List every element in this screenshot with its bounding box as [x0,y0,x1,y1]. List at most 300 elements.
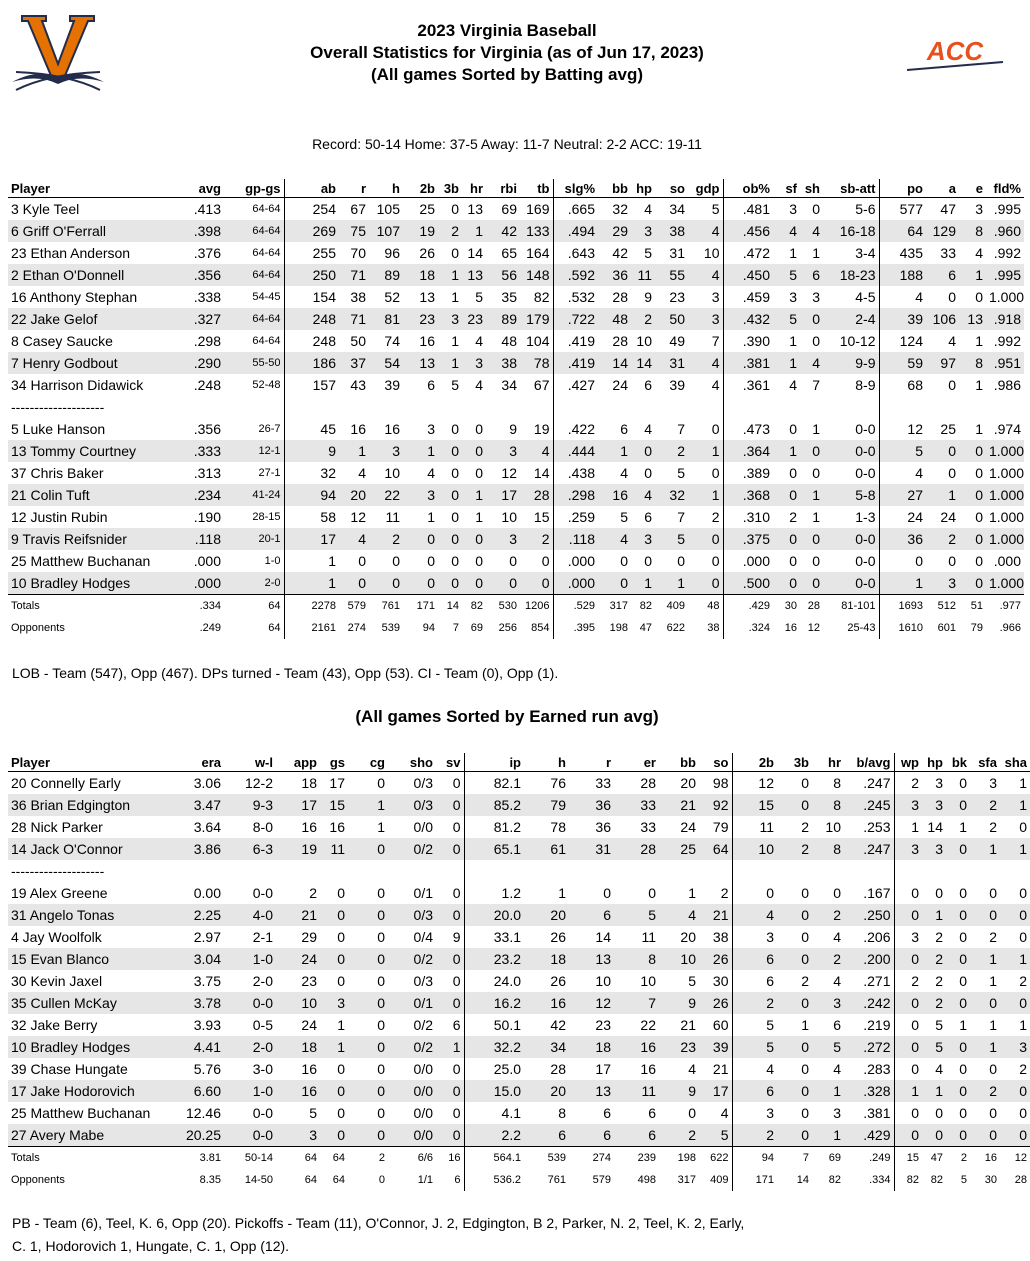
stat-cell: .995 [993,201,1021,217]
player-name: 25 Matthew Buchanan [11,553,151,569]
stat-cell: 2 [369,528,403,550]
stat-cell: 1 [688,885,696,901]
stat-cell: 0 [894,1014,922,1036]
player-row [8,528,1024,550]
stat-cell: 1 [975,421,983,437]
player-name: Opponents [11,1174,65,1186]
stat-cell: 16 [970,1147,1000,1170]
stat-cell: 0 [337,973,345,989]
stat-cell: 3.04 [166,948,224,970]
stat-cell: .438 [553,462,598,484]
pit-col-header: cg [348,753,388,772]
pitching-stats-table [8,753,1030,1191]
bat-col-header: slg% [553,179,598,198]
stat-cell: 104 [526,333,550,349]
stat-cell: 0 [436,838,464,860]
stat-cell: 1610 [879,617,926,639]
stat-cell: 577 [879,198,926,221]
player-row [8,882,1030,904]
stat-cell: 6 [732,1080,777,1102]
stat-cell: 0-5 [252,1017,273,1033]
separator-cell [659,860,699,882]
stat-cell: 21 [680,1017,696,1033]
stat-cell: 3 [403,484,438,506]
stat-cell: 0 [438,484,462,506]
stat-cell: 198 [659,1147,699,1170]
stat-cell: 18 [403,264,438,286]
stat-cell: 15 [894,1147,922,1170]
stat-cell: 2 [801,973,809,989]
stat-cell: 2 [989,819,997,835]
stat-cell: 1 [348,794,388,816]
stat-cell: 3.47 [166,794,224,816]
stat-cell: 0 [801,1105,809,1121]
stat-cell: 0-0 [823,528,879,550]
stat-cell: 2.97 [193,929,221,945]
player-name: 35 Cullen McKay [8,992,166,1014]
stat-cell: 2 [926,528,959,550]
stat-cell: 0 [509,553,517,569]
pit-col-header: hp [922,753,946,772]
separator-cell [946,860,970,882]
stat-cell: 854 [531,622,550,634]
stat-cell: 1.2 [464,882,524,904]
stat-cell: .338 [193,289,221,305]
stat-cell: 0/0 [388,1080,436,1102]
stat-cell: 13 [569,1080,614,1102]
stat-cell: 9 [284,440,339,462]
stat-cell: 21 [712,1061,729,1077]
separator-cell [844,860,894,882]
stat-cell: 12 [569,992,614,1014]
stat-cell: 47 [922,1147,946,1170]
player-row [8,352,1024,374]
stat-cell: 622 [666,622,685,634]
player-row [8,926,1030,948]
stat-cell: 4 [520,440,553,462]
separator-cell [320,860,348,882]
title-line-2: Overall Statistics for Virginia (as of Jun 17, 2023) [310,43,704,62]
stat-cell: 5-6 [855,201,876,217]
stat-cell: 4 [879,286,926,308]
stat-cell: 2 [720,885,729,901]
separator-cell [520,396,553,418]
stat-cell: 28 [550,1061,566,1077]
stat-cell: 0 [337,885,345,901]
stat-cell: 4 [833,973,841,989]
stat-cell: 0 [777,948,812,970]
stat-cell: .432 [723,308,773,330]
stat-cell: 28 [520,484,553,506]
stat-cell: .500 [723,572,773,595]
pit-col-header: so [699,753,732,772]
pit-col-header: ip [464,753,524,772]
stat-cell: .328 [844,1080,894,1102]
stat-cell: 33 [595,775,611,791]
stat-cell: 0 [946,1080,970,1102]
player-name: 7 Henry Godbout [8,352,166,374]
stat-cell: 81 [369,308,403,330]
separator-cell [166,860,224,882]
stat-cell: 2-1 [252,929,273,945]
stat-cell: 2.25 [166,904,224,926]
stat-cell: 0 [777,992,812,1014]
separator-cell [823,396,879,418]
stat-cell: 3 [320,992,348,1014]
stat-cell: 10 [703,245,720,261]
pitching-footnote-line-1: PB - Team (6), Teel, K. 6, Opp (20). Pickoffs - Team (11), O'Connor, J. 2, Edgington, B 2, Parker, N. 2, Teel, K. 2, Early, [12,1215,745,1231]
stat-cell: 1 [462,484,486,506]
stat-cell: 0 [377,1061,385,1077]
player-name: 4 Jay Woolfolk [11,929,102,945]
stat-cell: 23 [669,289,685,305]
separator-cell [970,860,1000,882]
stat-cell: 3 [894,838,922,860]
stat-cell: .334 [166,595,224,618]
stat-cell: 8.35 [199,1174,221,1186]
stat-cell: .334 [869,1174,891,1186]
stat-cell: 14-50 [244,1174,273,1186]
totals-row [8,1169,1030,1191]
player-name: 10 Bradley Hodges [8,1036,166,1058]
player-row [8,1036,1030,1058]
stat-cell: 2 [659,1124,699,1147]
stat-cell: 69 [470,622,483,634]
acc-logo-text: ACC [926,36,984,66]
pit-col-header: hr [812,753,844,772]
stat-cell: 0 [789,465,797,481]
stat-cell: 1 [320,1036,348,1058]
player-row [8,970,1030,992]
stat-cell: 1 [631,572,655,595]
pit-col-header: sfa [970,753,1000,772]
stat-cell: 56 [486,264,520,286]
stat-cell: 169 [526,201,550,217]
stat-cell: 65 [501,245,517,261]
stat-cell: 0 [462,440,486,462]
bat-col-header: r [339,179,369,198]
stat-cell: 1 [337,1017,345,1033]
stat-cell: 4 [800,220,823,242]
stat-cell: 3 [732,926,777,948]
pit-col-header: gs [320,753,348,772]
stat-cell: 4 [688,264,723,286]
stat-cell: 94 [422,622,435,634]
pit-col-header: wp [894,753,922,772]
stat-cell: 0-0 [855,465,876,481]
player-row [8,572,1024,595]
separator-cell [284,396,339,418]
separator-dashes: -------------------- [11,399,105,415]
stat-cell: 24 [680,819,696,835]
stat-cell: 64 [879,220,926,242]
stat-cell: 0 [451,509,459,525]
stat-cell: 0 [773,572,800,595]
stat-cell: 3-4 [855,245,876,261]
stat-cell: 0 [452,973,461,989]
stat-cell: 0 [688,1105,696,1121]
pit-col-header: bb [659,753,699,772]
stat-cell: 5 [879,440,926,462]
stat-cell: 9-3 [224,794,276,816]
stat-cell: 0 [1000,1124,1030,1147]
stat-cell: 24 [301,1017,317,1033]
stat-cell: 3.86 [166,838,224,860]
stat-cell: 10 [640,973,656,989]
stat-cell: 11 [614,1080,659,1102]
stat-cell: 3 [926,572,959,595]
stat-cell: 3 [631,528,655,550]
stat-cell: .000 [723,550,773,572]
stat-cell: 16 [276,1080,320,1102]
stat-cell: 60 [712,1017,729,1033]
stat-cell: 25 [419,201,435,217]
stat-cell: 8-0 [252,819,273,835]
stat-cell: 14 [467,245,483,261]
stat-cell: 0 [711,465,720,481]
stat-cell: 64-64 [224,308,284,330]
stat-cell: 1 [959,1017,967,1033]
stat-cell: 47 [639,622,652,634]
stat-cell: 92 [699,794,732,816]
stat-cell: 0 [959,440,986,462]
player-row [8,1124,1030,1147]
stat-cell: 0 [894,1058,922,1080]
stat-cell: 12-1 [224,440,284,462]
stat-cell: 1 [989,1017,997,1033]
stat-cell: 3 [935,775,943,791]
stat-cell: 0 [451,465,459,481]
stat-cell: 3 [922,838,946,860]
stat-cell: 94 [732,1147,777,1170]
stat-cell: 5 [935,1017,943,1033]
stat-cell: 26 [550,929,566,945]
stat-cell: 81-101 [823,595,879,618]
record-line: Record: 50-14 Home: 37-5 Away: 11-7 Neutral: 2-2 ACC: 19-11 [312,136,702,152]
stat-cell: 1.000 [989,465,1025,481]
player-name: 28 Nick Parker [11,819,103,835]
stat-cell: .364 [723,440,773,462]
stat-cell: 0 [348,992,388,1014]
player-name: 9 Travis Reifsnider [8,528,166,550]
stat-cell: 9 [509,421,517,437]
stat-cell: 0 [777,904,812,926]
stat-cell: 55 [655,264,688,286]
stat-cell: 64-64 [224,264,284,286]
stat-cell: .429 [723,595,773,618]
stat-cell: 3 [812,992,844,1014]
stat-cell: 71 [339,264,369,286]
separator-cell [339,396,369,418]
stat-cell: 0 [436,1124,464,1147]
stat-cell: 6/6 [388,1147,436,1170]
stat-cell: 64 [276,1147,320,1170]
stat-cell: 248 [284,308,339,330]
bat-col-header: e [959,179,986,198]
stat-cell: 0 [812,201,820,217]
stat-cell: 2.2 [464,1124,524,1147]
player-name: 31 Angelo Tonas [8,904,166,926]
stat-cell: 1 [773,440,800,462]
stat-cell: 0-0 [823,440,879,462]
stat-cell: 0 [377,885,385,901]
stat-cell: 14 [927,819,943,835]
stat-cell: 17 [329,775,345,791]
stat-cell: 4 [620,465,628,481]
stat-cell: 49 [669,333,685,349]
stat-cell: 2 [777,838,812,860]
separator-cell [348,860,388,882]
stat-cell: 0 [475,465,483,481]
stat-cell: 13 [569,948,614,970]
separator-cell [800,396,823,418]
stat-cell: 0 [801,929,809,945]
stat-cell: 0 [946,992,970,1014]
stat-cell: 0 [946,1036,970,1058]
player-row [8,440,1024,462]
stat-cell: 0 [339,572,369,595]
separator-cell [569,860,614,882]
stat-cell: 0 [451,421,459,437]
stat-cell: 3 [486,440,520,462]
separator-cell [524,860,569,882]
stat-cell: 48 [688,595,723,618]
stat-cell: 0 [800,528,823,550]
stat-cell: 32 [284,462,339,484]
stat-cell: 28-15 [252,511,281,523]
pit-col-header: sv [436,753,464,772]
separator-cell [403,396,438,418]
stat-cell: 28 [612,333,628,349]
stat-cell: 105 [376,201,400,217]
stat-cell: 36 [595,819,611,835]
stat-cell: 5 [644,245,652,261]
stat-cell: 13 [403,352,438,374]
stat-cell: 2 [732,992,777,1014]
stat-cell: 10 [384,465,400,481]
stat-cell: 34 [501,377,517,393]
player-name: 21 Colin Tuft [8,484,166,506]
stat-cell: 13 [419,289,435,305]
stat-cell: 18-23 [823,264,879,286]
stat-cell: 18 [524,948,569,970]
separator-cell [464,860,524,882]
stat-cell: .395 [553,617,598,639]
stat-cell: 79 [970,622,983,634]
stat-cell: 3.93 [193,1017,221,1033]
stat-cell: 106 [926,308,959,330]
player-row [8,242,1024,264]
stat-cell: 64 [304,1174,317,1186]
stat-cell: 0 [486,572,520,595]
stat-cell: .271 [863,973,891,989]
player-row [8,264,1024,286]
stat-cell: .450 [723,264,773,286]
stat-cell: 0 [451,201,459,217]
stat-cell: 1 [812,245,820,261]
batting-header-row [8,179,1024,198]
stat-cell: 23 [301,973,317,989]
stat-cell: 0 [975,465,983,481]
stat-cell: 0 [801,885,809,901]
stat-cell: 2 [894,970,922,992]
stat-cell: 256 [498,622,517,634]
stat-cell: 0 [970,992,1000,1014]
player-name: 10 Bradley Hodges [8,572,166,595]
stat-cell: 0 [677,553,685,569]
stat-cell: 133 [520,220,553,242]
player-row [8,462,1024,484]
stat-cell: 19 [403,220,438,242]
stat-cell: 15 [320,794,348,816]
stat-cell: 38 [486,352,520,374]
batting-stats-table [8,179,1024,639]
stat-cell: 274 [569,1147,614,1170]
stat-cell: .290 [166,352,224,374]
stat-cell: 12 [1000,1147,1030,1170]
stat-cell: 1.000 [986,440,1024,462]
stat-cell: 0 [894,948,922,970]
stat-cell: 4.41 [166,1036,224,1058]
stat-cell: 82.1 [464,772,524,795]
stat-cell: 1 [475,509,483,525]
stat-cell: 2-4 [823,308,879,330]
stat-cell: 5 [614,904,659,926]
stat-cell: 10 [825,819,841,835]
player-row [8,816,1030,838]
stat-cell: .250 [844,904,894,926]
bat-col-header: 3b [438,179,462,198]
stat-cell: .333 [166,440,224,462]
stat-cell: 435 [879,242,926,264]
stat-cell: 3 [894,926,922,948]
stat-cell: 4 [935,1061,943,1077]
bat-col-header: h [369,179,403,198]
stat-cell: 0 [541,553,550,569]
stat-cell: 26 [550,973,566,989]
stat-cell: 5 [773,264,800,286]
separator-cell [388,860,436,882]
stat-cell: 0 [438,440,462,462]
stat-cell: 16 [419,333,435,349]
stat-cell: 4 [879,462,926,484]
stat-cell: .995 [986,264,1024,286]
stat-cell: 42 [486,220,520,242]
stat-cell: 1 [970,838,1000,860]
stat-cell: 0 [789,553,797,569]
separator-cell [553,396,598,418]
stat-cell: 2 [1019,1061,1027,1077]
stat-cell: 22 [640,1017,656,1033]
stat-cell: 2 [922,948,946,970]
stat-cell: 6 [926,264,959,286]
stat-cell: 3.81 [166,1147,224,1170]
stat-cell: 0 [378,1174,385,1186]
stat-cell: 14 [796,1174,809,1186]
stat-cell: 34 [669,201,685,217]
player-row [8,948,1030,970]
stat-cell: 0-0 [224,992,276,1014]
stat-cell: 20 [680,775,696,791]
stat-cell: 9 [452,929,461,945]
stat-cell: 0 [688,528,723,550]
stat-cell: 52 [384,289,400,305]
separator-dashes: -------------------- [11,863,105,879]
player-row [8,1102,1030,1124]
stat-cell: 78 [520,352,553,374]
stat-cell: 1 [1019,1017,1027,1033]
stat-cell: 65.1 [464,838,524,860]
